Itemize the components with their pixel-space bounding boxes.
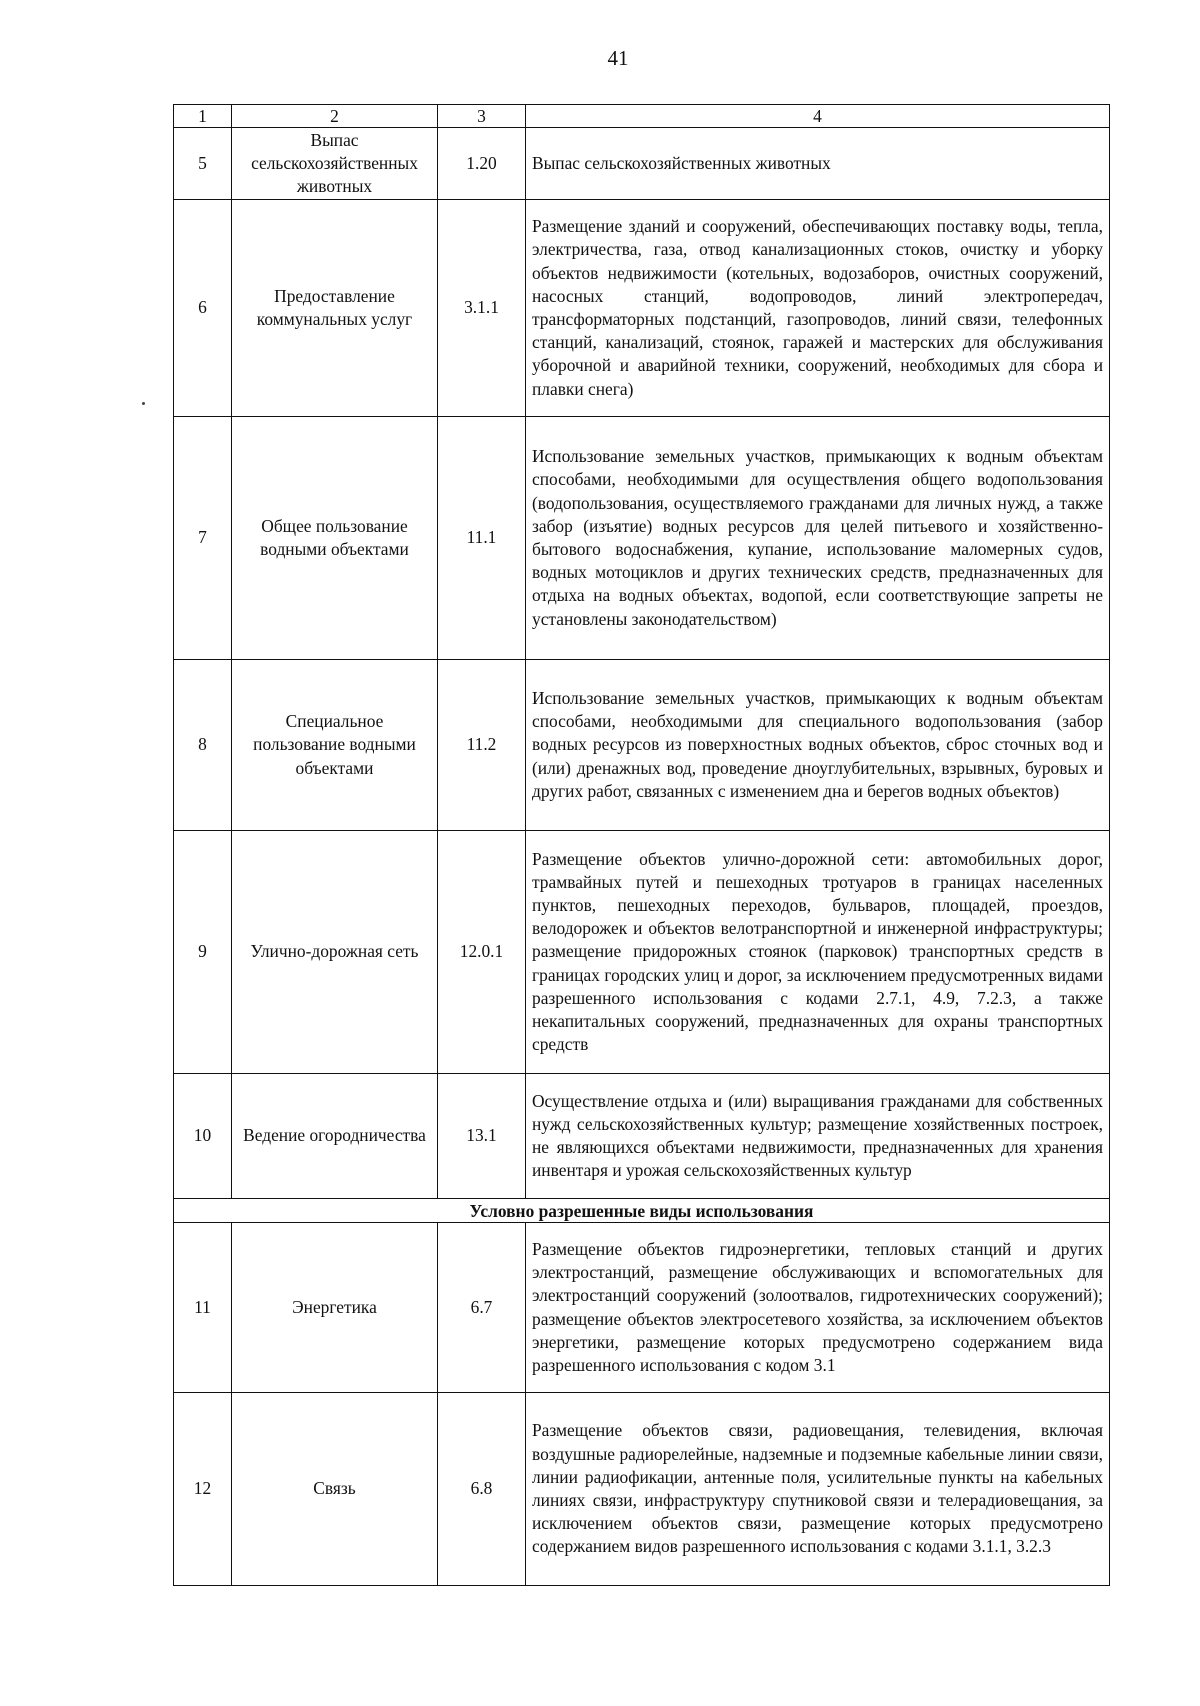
row-number: 9	[174, 831, 232, 1074]
use-type-description: Осуществление отдыха и (или) выращивания гражданами для собственных нужд сельскохозяйственных культур; размещение хозяйственных построек, не являющихся объектами недвижимости, предназначенных для хранения инвентаря и урожая сельскохозяйственных культур	[526, 1074, 1110, 1199]
use-type-name: Общее пользование водными объектами	[232, 417, 438, 660]
use-type-name: Энергетика	[232, 1223, 438, 1393]
table-header-row	[174, 105, 1110, 128]
use-type-description: Размещение объектов улично-дорожной сети: автомобильных дорог, трамвайных путей и пешеходных тротуаров в границах населенных пунктов, пешеходных переходов, бульваров, площадей, проездов, велодорожек и объектов велотранспортной и инженерной инфраструктуры; размещение придорожных стоянок (парковок) транспортных средств в границах городских улиц и дорог, за исключением предусмотренных видами разрешенного использования с кодами 2.7.1, 4.9, 7.2.3, а также некапитальных сооружений, предназначенных для охраны транспортных средств	[526, 831, 1110, 1074]
row-number: 7	[174, 417, 232, 660]
header-cell: 1	[174, 105, 232, 128]
table-row	[174, 200, 1110, 417]
use-type-description: Использование земельных участков, примыкающих к водным объектам способами, необходимыми для специального водопользования (забор водных ресурсов из поверхностных водных объектов, сброс сточных вод и (или) дренажных вод, проведение дноуглубительных, взрывных, буровых и других работ, связанных с изменением дна и берегов водных объектов)	[526, 660, 1110, 831]
table-row	[174, 1074, 1110, 1199]
use-type-code: 1.20	[438, 128, 526, 200]
use-type-name: Специальное пользование водными объектами	[232, 660, 438, 831]
use-type-name: Связь	[232, 1393, 438, 1586]
table-row	[174, 660, 1110, 831]
use-type-code: 13.1	[438, 1074, 526, 1199]
scan-speck	[142, 402, 145, 405]
use-type-code: 6.8	[438, 1393, 526, 1586]
use-type-name: Улично-дорожная сеть	[232, 831, 438, 1074]
use-type-code: 3.1.1	[438, 200, 526, 417]
row-number: 6	[174, 200, 232, 417]
table-row	[174, 1223, 1110, 1393]
table-row	[174, 831, 1110, 1074]
use-type-description: Размещение объектов связи, радиовещания, телевидения, включая воздушные радиорелейные, надземные и подземные кабельные линии связи, линии радиофикации, антенные поля, усилительные пункты на кабельных линиях связи, инфраструктуру спутниковой связи и телерадиовещания, за исключением объектов связи, размещение которых предусмотрено содержанием видов разрешенного использования с кодами 3.1.1, 3.2.3	[526, 1393, 1110, 1586]
use-type-code: 11.2	[438, 660, 526, 831]
use-type-code: 11.1	[438, 417, 526, 660]
header-cell: 2	[232, 105, 438, 128]
header-cell: 4	[526, 105, 1110, 128]
page-number: 41	[607, 46, 629, 70]
header-cell: 3	[438, 105, 526, 128]
use-type-code: 12.0.1	[438, 831, 526, 1074]
table-row	[174, 128, 1110, 200]
row-number: 11	[174, 1223, 232, 1393]
row-number: 8	[174, 660, 232, 831]
use-type-name: Ведение огородничества	[232, 1074, 438, 1199]
use-type-description: Выпас сельскохозяйственных животных	[526, 128, 1110, 200]
use-type-name: Выпас сельскохозяйственных животных	[232, 128, 438, 200]
row-number: 12	[174, 1393, 232, 1586]
section-title: Условно разрешенные виды использования	[174, 1199, 1110, 1223]
row-number: 10	[174, 1074, 232, 1199]
use-type-code: 6.7	[438, 1223, 526, 1393]
table-row	[174, 417, 1110, 660]
use-type-description: Использование земельных участков, примыкающих к водным объектам способами, необходимыми для осуществления общего водопользования (водопользования, осуществляемого гражданами для личных нужд, а также забор (изъятие) водных ресурсов для целей питьевого и хозяйственно-бытового водоснабжения, купание, использование маломерных судов, водных мотоциклов и других технических средств, предназначенных для отдыха на водных объектах, водопой, если соответствующие запреты не установлены законодательством)	[526, 417, 1110, 660]
use-type-name: Предоставление коммунальных услуг	[232, 200, 438, 417]
table-row	[174, 1393, 1110, 1586]
use-type-description: Размещение объектов гидроэнергетики, тепловых станций и других электростанций, размещение обслуживающих и вспомогательных для электростанций сооружений (золоотвалов, гидротехнических сооружений); размещение объектов электросетевого хозяйства, за исключением объектов энергетики, размещение которых предусмотрено содержанием вида разрешенного использования с кодом 3.1	[526, 1223, 1110, 1393]
row-number: 5	[174, 128, 232, 200]
land-use-table	[173, 104, 1110, 1586]
section-header-row	[174, 1199, 1110, 1223]
use-type-description: Размещение зданий и сооружений, обеспечивающих поставку воды, тепла, электричества, газа, отвод канализационных стоков, очистку и уборку объектов недвижимости (котельных, водозаборов, очистных сооружений, насосных станций, водопроводов, линий электропередач, трансформаторных подстанций, газопроводов, линий связи, телефонных станций, канализаций, стоянок, гаражей и мастерских для обслуживания уборочной и аварийной техники, сооружений, необходимых для сбора и плавки снега)	[526, 200, 1110, 417]
